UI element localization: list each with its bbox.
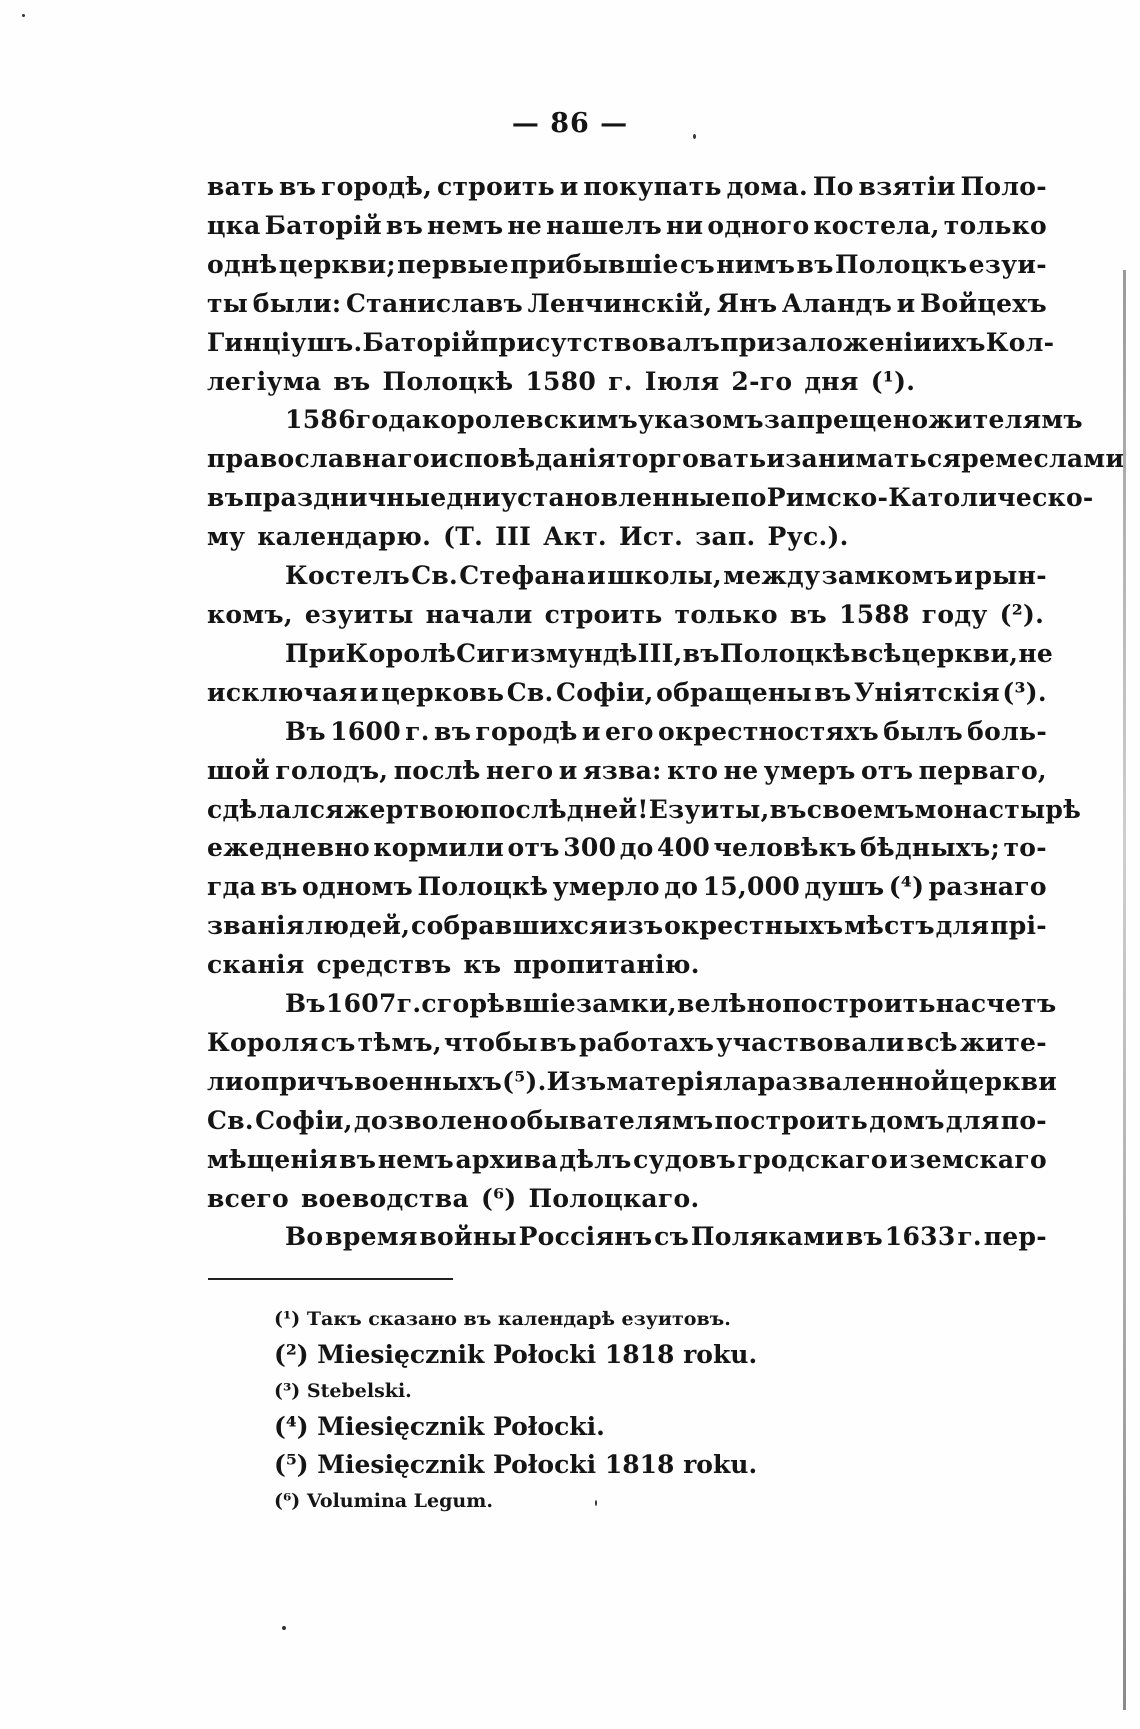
word: въ [279, 172, 317, 201]
word: людей, [305, 911, 411, 941]
word: сдѣлался [207, 794, 345, 824]
word: въ [339, 1144, 377, 1174]
word: Ленчинскій, [527, 288, 713, 318]
word: то- [1003, 833, 1047, 863]
word: ни [665, 210, 704, 240]
word: зап. [695, 522, 756, 552]
word: монастырѣ [914, 794, 1082, 824]
word: Полоцкаго. [528, 1183, 700, 1213]
word: церкви, [901, 638, 1019, 668]
word: года [355, 405, 422, 435]
word: исповѣданія [429, 444, 616, 474]
word: и [558, 755, 578, 785]
word: не [1018, 638, 1054, 668]
word: легіума [207, 366, 322, 396]
word: до [619, 833, 654, 863]
word: Полоцкъ [834, 249, 968, 279]
word: Св. [506, 677, 554, 707]
word: Короля [207, 1027, 319, 1057]
word: жите- [959, 1027, 1047, 1057]
word: Войцехъ [920, 288, 1047, 318]
word: ежедневно [207, 833, 370, 863]
word: мѣщенія [207, 1144, 338, 1174]
word: военныхъ [354, 1066, 503, 1096]
word: При [285, 638, 346, 668]
text-line [207, 791, 1082, 830]
word: Римско-Католическо- [766, 483, 1094, 513]
word: сгорѣвшіе [421, 989, 576, 1019]
word: шой [207, 755, 270, 785]
print-speck [693, 134, 696, 139]
word: 300 [563, 833, 617, 863]
word: сканія [207, 950, 305, 980]
word: Рус.). [767, 522, 849, 552]
word: послѣдней! [479, 794, 649, 824]
word: однѣ [207, 249, 278, 279]
main-text [207, 168, 1125, 1257]
word: Поло- [960, 172, 1047, 201]
word: замки, [575, 989, 677, 1019]
word: церкви; [278, 249, 396, 279]
word: городѣ [475, 716, 578, 746]
word: Янъ [716, 288, 778, 318]
word: прі- [990, 911, 1047, 941]
word: г. [957, 1222, 982, 1252]
word: 1588 [839, 599, 910, 629]
word: заложеніи [775, 327, 933, 357]
text-line [207, 635, 1054, 674]
word: него [485, 755, 554, 785]
word: жителямъ [928, 405, 1083, 435]
word: умеръ [763, 755, 856, 785]
word: средствъ [316, 950, 452, 980]
word: костела, [813, 210, 940, 240]
text-line [207, 401, 1083, 440]
word: Въ [285, 716, 326, 746]
word: церковь [381, 677, 505, 707]
word: въ [260, 872, 298, 902]
word: г. [608, 366, 633, 396]
word: Во [285, 1222, 324, 1252]
word: Поляками [690, 1222, 845, 1252]
word: начали [425, 599, 533, 629]
word: обращены [656, 677, 812, 707]
word: Сигизмундѣ [456, 638, 638, 668]
word: дозволено [353, 1105, 509, 1135]
word: Станиславъ [345, 288, 523, 318]
word: г. [405, 716, 430, 746]
word: боль- [967, 716, 1047, 746]
word: Королѣ [345, 638, 457, 668]
word: перваго, [918, 755, 1047, 785]
text-line [207, 324, 1055, 363]
word: кто [667, 755, 719, 785]
text-line [207, 440, 1125, 479]
word: въ [207, 483, 245, 513]
word: между [723, 561, 821, 591]
footnote: (⁵) Miesięcznik Połocki 1818 roku. [274, 1450, 758, 1479]
word: дня [804, 366, 859, 396]
word: 400 [657, 833, 711, 863]
word: судовъ [633, 1144, 737, 1174]
word: езуи- [968, 249, 1047, 279]
word: гродскаго [737, 1144, 888, 1174]
word: Софіи, [556, 677, 654, 707]
word: Изъ [546, 1066, 607, 1096]
word: и [954, 561, 974, 591]
word: школы, [607, 561, 723, 591]
word: работахъ [578, 1027, 715, 1057]
word: для [945, 1105, 1000, 1135]
print-speck [282, 1626, 286, 1630]
word: до [664, 872, 699, 902]
word: 1600 [330, 716, 401, 746]
word: Св. [411, 561, 459, 591]
word: взятіи [858, 172, 956, 201]
word: только [943, 210, 1047, 240]
text-line [207, 907, 1047, 946]
footnote-divider [208, 1278, 453, 1280]
page-edge-shadow [1123, 270, 1126, 1710]
word: установленные [500, 483, 732, 513]
text-line [207, 868, 1047, 907]
word: дѣлъ [559, 1144, 632, 1174]
word: душъ [804, 872, 885, 902]
word: съ [680, 249, 715, 279]
word: Гинціушъ. [207, 327, 363, 357]
word: Полоцкѣ [719, 638, 851, 668]
word: гда [207, 872, 257, 902]
word: нимъ [716, 249, 796, 279]
word: мѣстъ [844, 911, 935, 941]
word: рын- [974, 561, 1047, 591]
word: немъ [377, 1144, 454, 1174]
word: православнаго [207, 444, 430, 474]
word: Полоцкѣ [417, 872, 549, 902]
word: отъ [860, 755, 914, 785]
word: Езуиты, [648, 794, 770, 824]
word: и [581, 716, 601, 746]
word: вать [207, 172, 275, 201]
word: Въ [285, 989, 326, 1019]
word: году [921, 599, 988, 629]
word: (²). [999, 599, 1045, 629]
word: велѣно [676, 989, 783, 1019]
word: ли [207, 1066, 244, 1096]
word: календарю. [257, 522, 432, 552]
text-line [207, 168, 1047, 207]
text-line [207, 518, 1047, 557]
word: исключая [207, 677, 358, 707]
word: 1586 [285, 405, 356, 435]
word: на [935, 989, 971, 1019]
print-speck [22, 14, 25, 17]
word: въ [682, 638, 720, 668]
text-line [207, 1102, 1047, 1141]
word: 1633 [884, 1222, 956, 1252]
page-number: — 86 — [511, 108, 629, 139]
word: всѣ [850, 638, 902, 668]
word: язва: [582, 755, 662, 785]
word: ремеслами [961, 444, 1125, 474]
word: съ [654, 1222, 690, 1252]
word: и [587, 561, 607, 591]
word: въ [814, 677, 852, 707]
word: разваленной [757, 1066, 950, 1096]
word: тѣмъ, [357, 1027, 442, 1057]
word: въ [845, 1222, 884, 1252]
text-line [207, 1024, 1047, 1063]
word: и [889, 1144, 909, 1174]
word: немъ [427, 210, 504, 240]
word: въ [789, 599, 827, 629]
word: III, [637, 638, 683, 668]
word: г. [396, 989, 422, 1019]
word: пер- [983, 1222, 1047, 1252]
word: церкви [949, 1066, 1058, 1096]
word: опричъ [243, 1066, 355, 1096]
word: 1580 [525, 366, 597, 396]
word: торговать [615, 444, 767, 474]
word: строить [544, 599, 663, 629]
word: городѣ, [320, 172, 433, 201]
text-line [207, 246, 1047, 285]
word: человѣкъ [713, 833, 857, 863]
word: 15,000 [702, 872, 801, 902]
word: въ [539, 1027, 577, 1057]
word: нашелъ [546, 210, 662, 240]
word: По [812, 172, 854, 201]
text-line [207, 596, 1047, 635]
footnote: (¹) Такъ сказано въ календарѣ езуитовъ. [274, 1308, 731, 1330]
word: званія [207, 911, 305, 941]
word: Полоцкѣ [382, 366, 514, 396]
word: и [896, 288, 916, 318]
word: были: [252, 288, 342, 318]
word: по [731, 483, 767, 513]
word: и [766, 444, 786, 474]
word: дома. [726, 172, 809, 201]
word: всѣ [906, 1027, 958, 1057]
word: съ [320, 1027, 356, 1057]
print-speck [595, 1500, 597, 1506]
text-line [207, 1063, 1058, 1102]
word: ты [207, 288, 249, 318]
word: по- [1000, 1105, 1047, 1135]
word: не [723, 755, 759, 785]
text-line [207, 946, 1047, 985]
word: королевскимъ [421, 405, 638, 435]
word: (³). [1002, 677, 1047, 707]
word: домъ [869, 1105, 945, 1135]
word: умерло [552, 872, 660, 902]
word: въ [385, 210, 424, 240]
word: изъ [608, 911, 664, 941]
word: въ [434, 716, 472, 746]
word: дни [446, 483, 501, 513]
word: праздничные [244, 483, 447, 513]
word: войны [419, 1222, 517, 1252]
word: одного [707, 210, 810, 240]
word: жертвою [344, 794, 480, 824]
word: Софіи, [255, 1105, 353, 1135]
text-line [207, 1180, 1047, 1219]
text-line [207, 285, 1047, 324]
word: запрещено [763, 405, 929, 435]
word: му [207, 522, 246, 552]
word: покупать [583, 172, 722, 201]
word: Св. [207, 1105, 254, 1135]
word: воеводства [301, 1183, 469, 1213]
word: замкомъ [821, 561, 954, 591]
word: кормили [373, 833, 505, 863]
word: 2-го [731, 366, 793, 396]
word: счетъ [970, 989, 1057, 1019]
word: ихъ [932, 327, 986, 357]
word: для [935, 911, 990, 941]
word: въ [333, 366, 371, 396]
word: 1607 [325, 989, 397, 1019]
word: земскаго [909, 1144, 1047, 1174]
word: Россіянъ [518, 1222, 653, 1252]
word: окрестныхъ [664, 911, 844, 941]
word: не [507, 210, 543, 240]
word: Стефана [459, 561, 586, 591]
word: III [495, 522, 532, 552]
word: цка [207, 210, 261, 240]
word: (¹). [870, 366, 916, 396]
word: Аландъ [781, 288, 893, 318]
word: присутствовалъ [479, 327, 721, 357]
text-line [207, 1141, 1047, 1180]
text-line [207, 829, 1047, 868]
word: (Т. [443, 522, 484, 552]
word: къ [463, 950, 502, 980]
text-line [207, 713, 1047, 752]
word: его [604, 716, 654, 746]
text-line [207, 479, 1094, 518]
word: построить [782, 989, 936, 1019]
word: окрестностяхъ [657, 716, 879, 746]
word: время [325, 1222, 418, 1252]
word: въ [796, 249, 834, 279]
word: обывателямъ [509, 1105, 714, 1135]
word: своемъ [806, 794, 915, 824]
word: (⁶) [480, 1183, 517, 1213]
word: и [359, 677, 379, 707]
word: (⁴) [888, 872, 925, 902]
text-line [207, 752, 1047, 791]
word: голодъ, [275, 755, 389, 785]
text-line [207, 207, 1047, 246]
word: отъ [507, 833, 560, 863]
word: Костелъ [285, 561, 410, 591]
word: чтобы [443, 1027, 538, 1057]
word: построить [714, 1105, 869, 1135]
text-line [207, 557, 1047, 596]
footnote: (⁴) Miesięcznik Połocki. [274, 1412, 605, 1441]
word: Баторій [264, 210, 382, 240]
word: всего [207, 1183, 289, 1213]
word: одномъ [302, 872, 414, 902]
word: Уніятскія [853, 677, 1000, 707]
word: бѣдныхъ; [860, 833, 1001, 863]
word: только [674, 599, 778, 629]
footnotes [274, 1302, 757, 1518]
word: Іюля [644, 366, 720, 396]
word: (⁵). [502, 1066, 547, 1096]
word: Кол- [985, 327, 1055, 357]
footnote: (³) Stebelski. [274, 1380, 412, 1402]
word: при [720, 327, 776, 357]
footnote: (²) Miesięcznik Połocki 1818 roku. [274, 1340, 758, 1369]
word: комъ, [207, 599, 293, 629]
word: езуиты [304, 599, 414, 629]
word: заниматься [785, 444, 962, 474]
word: первые [397, 249, 509, 279]
word: послѣ [393, 755, 481, 785]
word: пропитанію. [513, 950, 700, 980]
text-line [207, 1218, 1047, 1257]
word: прибывшіе [510, 249, 679, 279]
text-line [207, 674, 1047, 713]
footnote: (⁶) Volumina Legum. [274, 1490, 493, 1512]
word: и [559, 172, 579, 201]
word: матеріяла [606, 1066, 758, 1096]
text-line [207, 985, 1057, 1024]
word: былъ [883, 716, 963, 746]
word: разнаго [928, 872, 1047, 902]
word: участвовали [716, 1027, 905, 1057]
word: указомъ [637, 405, 764, 435]
word: въ [769, 794, 807, 824]
word: Баторій [362, 327, 480, 357]
word: архива [455, 1144, 558, 1174]
word: Ист. [618, 522, 684, 552]
word: собравшихся [411, 911, 608, 941]
text-line [207, 363, 1047, 402]
word: строить [436, 172, 555, 201]
word: Акт. [543, 522, 607, 552]
